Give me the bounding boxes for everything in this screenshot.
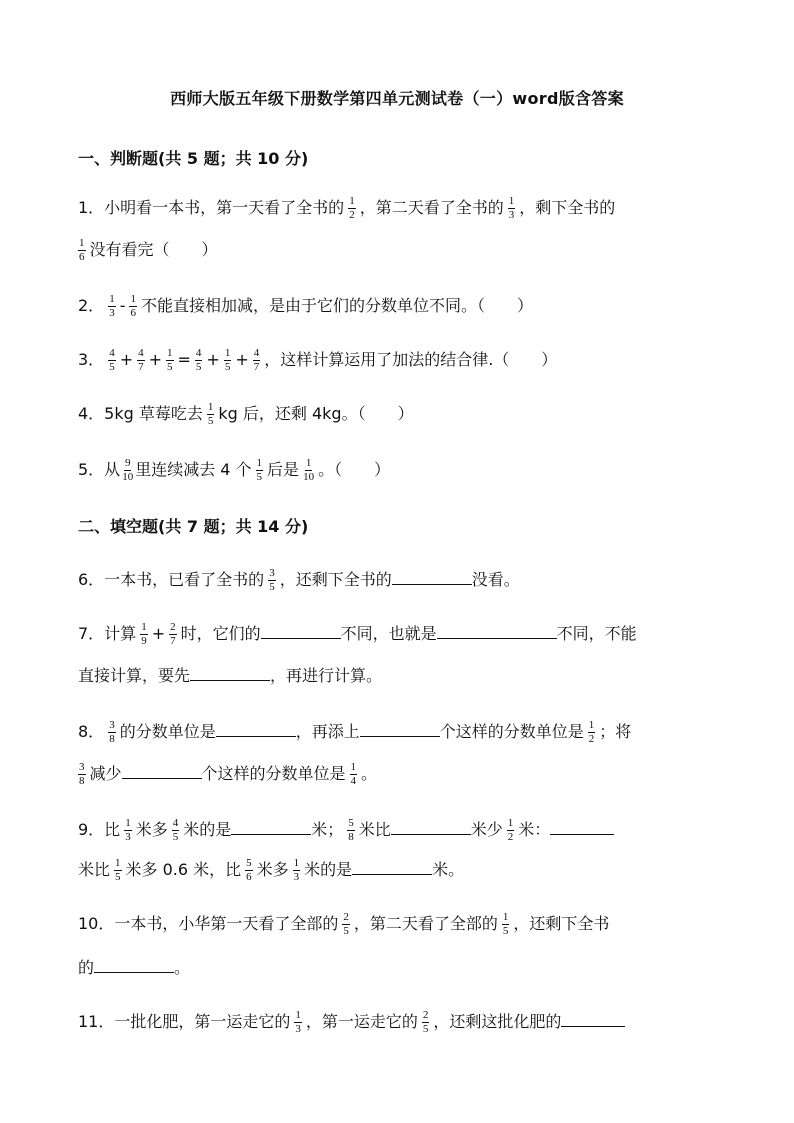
fraction: $\frac{2}{5}$ <box>422 1009 429 1035</box>
fraction: $\frac{1}{9}$ <box>141 621 147 647</box>
fraction: $\frac{1}{5}$ <box>207 401 214 427</box>
fraction: $\frac{4}{5}$ <box>109 347 115 373</box>
fraction: $\frac{1}{3}$ <box>109 293 115 319</box>
fraction: $\frac{1}{3}$ <box>508 195 515 221</box>
fraction: $\frac{5}{6}$ <box>246 857 252 883</box>
fraction: $\frac{2}{7}$ <box>170 621 176 647</box>
question-9: 9．比 $\frac{1}{3}$ 米多 $\frac{4}{5}$ 米的是 米； $\frac{5}{8}$ 米比 米少 $\frac{1}{2}$ 米： <box>78 818 614 843</box>
answer-blank[interactable] <box>94 956 174 973</box>
question-9-continued: 米比 $\frac{1}{5}$ 米多 0.6 米，比 $\frac{5}{6}$ 米多 $\frac{1}{3}$ 米的是 米。 <box>78 857 465 883</box>
answer-blank[interactable] <box>550 818 614 835</box>
fraction: $\frac{4}{5}$ <box>172 817 179 843</box>
fraction: $\frac{1}{5}$ <box>224 347 231 373</box>
fraction: $\frac{4}{7}$ <box>138 347 144 373</box>
fraction: $\frac{1}{5}$ <box>256 457 263 483</box>
answer-blank[interactable] <box>216 720 296 737</box>
question-1: 1．小明看一本书，第一天看了全书的 $\frac{1}{2}$ ，第二天看了全书的 $\frac{1}{3}$ ，剩下全书的 <box>78 195 616 221</box>
question-7-continued: 直接计算，要先 ，再进行计算。 <box>78 666 383 685</box>
answer-blank[interactable] <box>352 858 432 875</box>
fraction: $\frac{1}{4}$ <box>350 761 357 787</box>
question-11: 11．一批化肥，第一运走它的 $\frac{1}{3}$ ，第一运走它的 $\frac{2}{5}$ ，还剩这批化肥的 <box>78 1010 625 1035</box>
fraction: $\frac{1}{6}$ <box>130 293 136 319</box>
question-2: 2． $\frac{1}{3}$ - $\frac{1}{6}$ 不能直接相加减，是由于它们的分数单位不同。（ ） <box>78 293 533 319</box>
fraction: $\frac{3}{8}$ <box>109 719 115 745</box>
question-3: 3． $\frac{4}{5}$ + $\frac{4}{7}$ + $\frac{1}{5}$ = $\frac{4}{5}$ + $\frac{1}{5}$ + $\frac{4}{7}$ ，这样计算运用了加法的结合律.（ ） <box>78 347 558 373</box>
fraction: $\frac{4}{5}$ <box>195 347 202 373</box>
fraction: $\frac{5}{8}$ <box>348 817 354 843</box>
fraction: $\frac{4}{7}$ <box>253 347 260 373</box>
answer-blank[interactable] <box>231 818 311 835</box>
page-title: 西师大版五年级下册数学第四单元测试卷（一）word版含答案 <box>170 89 624 108</box>
fraction: $\frac{1}{2}$ <box>588 719 595 745</box>
fraction: $\frac{1}{5}$ <box>502 911 509 937</box>
fraction: $\frac{9}{10}$ <box>122 457 134 483</box>
fraction: $\frac{2}{5}$ <box>343 911 349 937</box>
question-1-continued: $\frac{1}{6}$ 没有看完（ ） <box>79 237 218 263</box>
question-10-continued: 的 。 <box>78 958 191 977</box>
answer-blank[interactable] <box>122 762 202 779</box>
question-10: 10．一本书，小华第一天看了全部的 $\frac{2}{5}$ ，第二天看了全部的 $\frac{1}{5}$ ，还剩下全书 <box>78 911 610 937</box>
fraction: $\frac{3}{8}$ <box>79 761 85 787</box>
answer-blank[interactable] <box>360 720 440 737</box>
fraction: $\frac{1}{10}$ <box>303 457 315 483</box>
answer-blank[interactable] <box>190 664 270 681</box>
answer-blank[interactable] <box>437 622 557 639</box>
section-judgment-heading: 一、判断题(共 5 题；共 10 分) <box>78 149 309 168</box>
fraction: $\frac{1}{3}$ <box>295 1009 301 1035</box>
fraction: $\frac{1}{3}$ <box>125 817 131 843</box>
answer-blank[interactable] <box>261 622 341 639</box>
fraction: $\frac{1}{2}$ <box>349 195 355 221</box>
fraction: $\frac{1}{2}$ <box>507 817 514 843</box>
fraction: $\frac{1}{5}$ <box>115 857 121 883</box>
question-8-continued: $\frac{3}{8}$ 减少 个这样的分数单位是 $\frac{1}{4}$ 。 <box>79 761 378 787</box>
fraction: $\frac{3}{5}$ <box>269 567 275 593</box>
fraction: $\frac{1}{3}$ <box>293 857 300 883</box>
answer-blank[interactable] <box>392 568 472 585</box>
answer-blank[interactable] <box>561 1010 625 1027</box>
question-5: 5．从 $\frac{9}{10}$ 里连续减去 4 个 $\frac{1}{5}$ 后是 $\frac{1}{10}$ 。（ ） <box>78 457 391 483</box>
fraction: $\frac{1}{6}$ <box>79 237 85 263</box>
question-8: 8． $\frac{3}{8}$ 的分数单位是 ，再添上 个这样的分数单位是 $\frac{1}{2}$ ；将 <box>78 719 632 745</box>
question-4: 4．5kg 草莓吃去 $\frac{1}{5}$ kg 后，还剩 4kg。（ ） <box>78 401 414 427</box>
fraction: $\frac{1}{5}$ <box>167 347 173 373</box>
question-7: 7．计算 $\frac{1}{9}$ + $\frac{2}{7}$ 时，它们的 不同，也就是 不同，不能 <box>78 621 637 647</box>
question-6: 6．一本书，已看了全书的 $\frac{3}{5}$ ，还剩下全书的 没看。 <box>78 567 520 593</box>
answer-blank[interactable] <box>391 818 471 835</box>
section-fill-heading: 二、填空题(共 7 题；共 14 分) <box>78 517 309 536</box>
